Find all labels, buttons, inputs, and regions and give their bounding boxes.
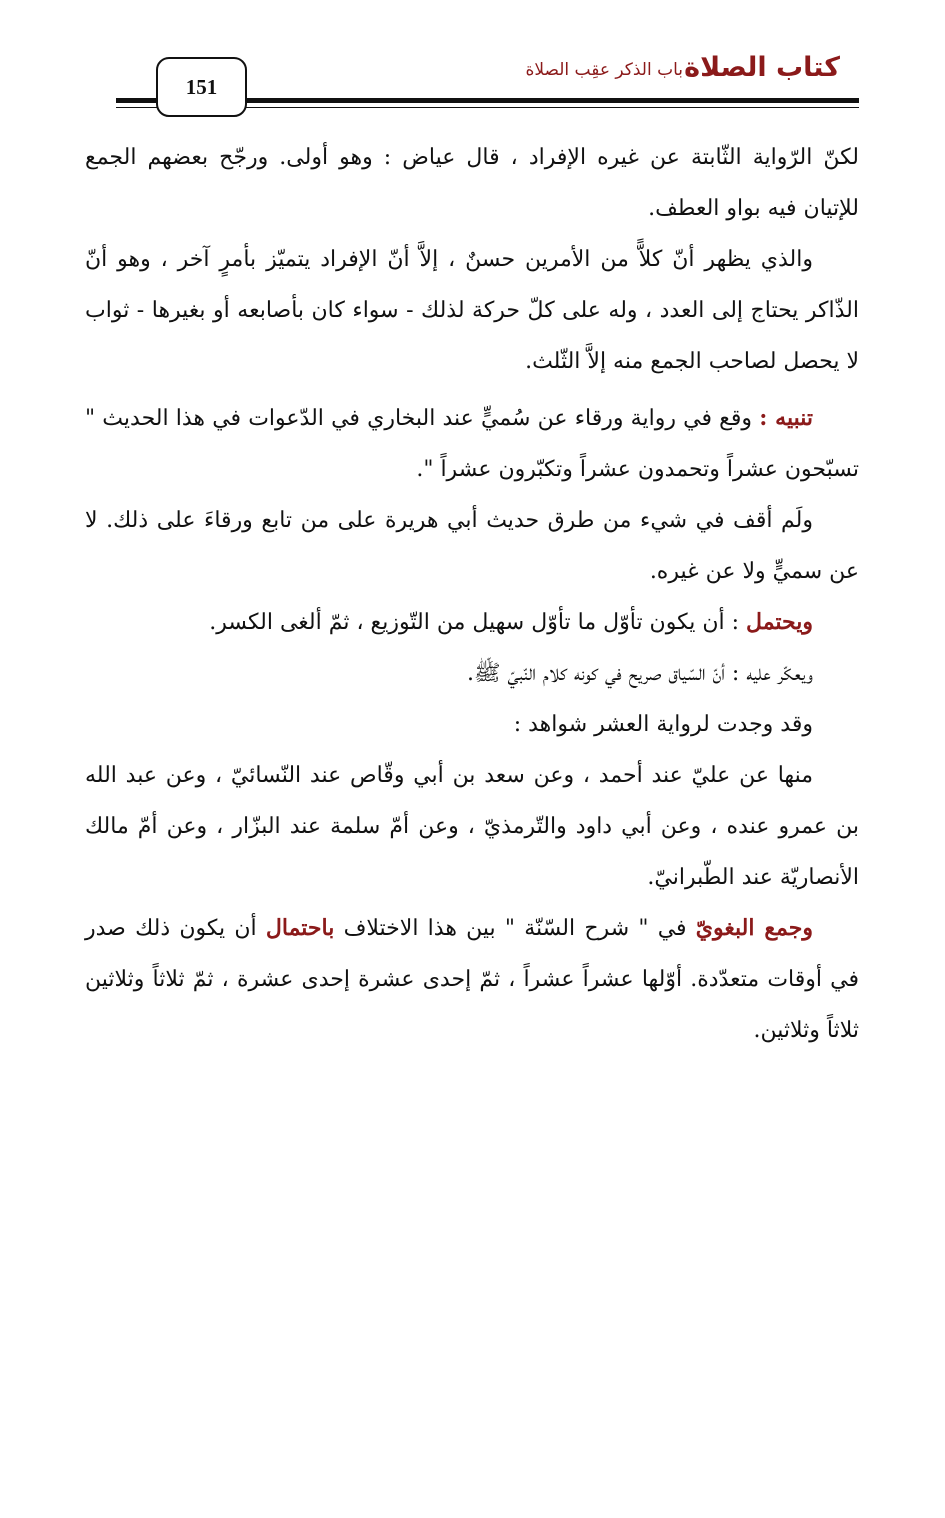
highlight-term: وجمع البغويّ: [695, 915, 813, 941]
highlight-term: باحتمال: [265, 915, 335, 941]
page-header: [0, 0, 945, 120]
highlight-term: تنبيه :: [759, 405, 813, 431]
paragraph: والذي يظهر أنّ كلاًّ من الأمرين حسنٌ ، إلاَّ أنّ الإفراد يتميّز بأمرٍ آخر ، وهو أنّ الذّاكر يحتاج إلى العدد ، وله على كلّ حركة لذلك - سواء كان بأصابعه أو بغيرها - ثواب لا يحصل لصاحب الجمع منه إلاَّ الثّلث.: [85, 247, 859, 374]
paragraph: ولَم أقف في شيء من طرق حديث أبي هريرة على من تابع ورقاءَ على ذلك. لا عن سميٍّ ولا عن غيره.: [85, 508, 859, 584]
paragraph: وجمع البغويّ في " شرح السّنّة " بين هذا الاختلاف باحتمال أن يكون ذلك صدر في أوقات متعدّدة. أوّلها عشراً عشراً ، ثمّ إحدى عشرة إحدى عشرة ، ثمّ ثلاثاً وثلاثين ثلاثاً وثلاثين.: [85, 915, 859, 1043]
paragraph: لكنّ الرّواية الثّابتة عن غيره الإفراد ، قال عياض : وهو أولى. ورجّح بعضهم الجمع للإتيان فيه بواو العطف.: [85, 145, 859, 221]
page-number: 151: [156, 57, 247, 117]
book-title: كتاب الصلاة: [684, 52, 840, 83]
paragraph: وقد وجدت لرواية العشر شواهد :: [513, 712, 813, 737]
highlight-term: ويحتمل: [746, 609, 813, 635]
paragraph: تنبيه : وقع في رواية ورقاء عن سُميٍّ عند البخاري في الدّعوات في هذا الحديث " تسبّحون عشراً وتحمدون عشراً وتكبّرون عشراً ".: [85, 405, 859, 482]
paragraph: منها عن عليّ عند أحمد ، وعن سعد بن أبي وقّاص عند النّسائيّ ، وعن عبد الله بن عمرو عنده ، وعن أبي داود والتّرمذيّ ، وعن أمّ سلمة عند البزّار ، وعن أمّ مالك الأنصاريّة عند الطّبرانيّ.: [85, 763, 859, 890]
paragraph: ويحتمل : أن يكون تأوّل ما تأوّل سهيل من التّوزيع ، ثمّ ألغى الكسر.: [209, 609, 813, 635]
paragraph: ويعكّر عليه : أنّ السّياق صريح في كونه كلام النّبيّ ﷺ.: [466, 661, 813, 686]
page-body: [85, 132, 859, 1056]
chapter-title: باب الذكر عقِب الصلاة: [525, 60, 683, 80]
